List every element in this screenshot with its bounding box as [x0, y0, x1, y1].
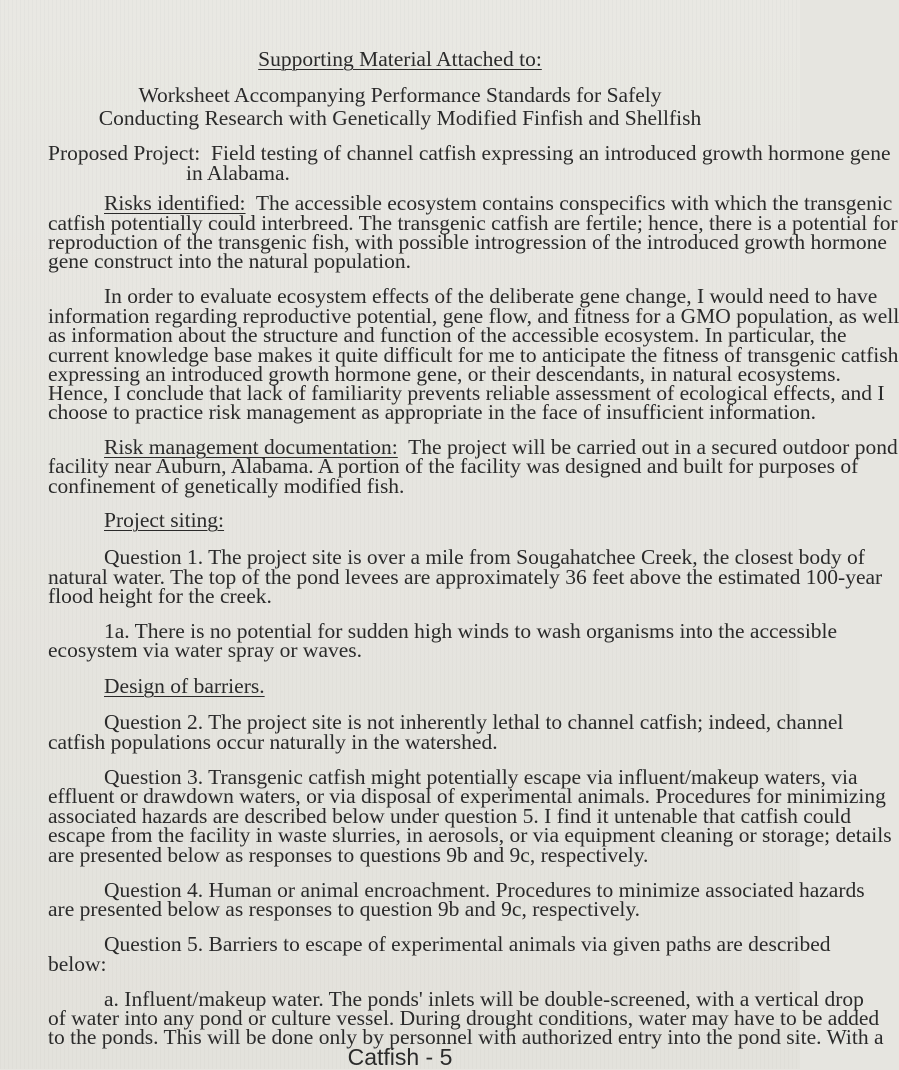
evaluate-text-4: current knowledge base makes it quite difficult for me to anticipate the fitness of transgenic catfish — [48, 343, 899, 367]
page-footer: Catfish - 5 — [347, 1044, 453, 1070]
evaluate-text-6: Hence, I conclude that lack of familiarity prevents reliable assessment of ecological effects, and I — [48, 381, 885, 405]
question-4-text-1: Question 4. Human or animal encroachment. Procedures to minimize associated hazards — [104, 878, 865, 902]
evaluate-text-3: as information about the structure and function of the accessible ecosystem. In particular, the — [48, 323, 847, 347]
question-1a-text-1: 1a. There is no potential for sudden high winds to wash organisms into the accessible — [104, 619, 838, 643]
question-5a-text-2: of water into any pond or culture vessel. During drought conditions, water may have to be added — [48, 1006, 880, 1030]
evaluate-text-5: expressing an introduced growth hormone gene, or their descendants, in natural ecosystems. — [48, 362, 841, 386]
evaluate-text-2: information regarding reproductive potential, gene flow, and fitness for a GMO population, as well — [48, 304, 899, 328]
risk-management-label: Risk management documentation: — [104, 435, 398, 459]
risks-text-3: reproduction of the transgenic fish, with possible introgression of the introduced growth hormone — [48, 230, 887, 254]
question-5-text-2: below: — [48, 952, 107, 976]
project-siting-heading: Project siting: — [104, 508, 225, 532]
worksheet-title-line-2: Conducting Research with Genetically Modified Finfish and Shellfish — [98, 106, 702, 130]
question-5a-text-3: to the ponds. This will be done only by personnel with authorized entry into the pond site. With a — [48, 1025, 884, 1049]
risks-text-1: The accessible ecosystem contains conspecifics with which the transgenic — [255, 191, 893, 215]
question-3-text-3: associated hazards are described below under question 5. I find it untenable that catfish could — [48, 804, 851, 828]
evaluate-text-1: In order to evaluate ecosystem effects of the deliberate gene change, I would need to have — [104, 284, 878, 308]
question-5a-text-1: a. Influent/makeup water. The ponds' inlets will be double-screened, with a vertical drop — [104, 987, 864, 1011]
question-2-text-2: catfish populations occur naturally in the watershed. — [48, 730, 498, 754]
question-3-text-2: effluent or drawdown waters, or via disposal of experimental animals. Procedures for minimizing — [48, 784, 886, 808]
question-1-text-1: Question 1. The project site is over a mile from Sougahatchee Creek, the closest body of — [104, 545, 865, 569]
risks-text-2: catfish potentially could interbreed. The transgenic catfish are fertile; hence, there is a potential for — [48, 211, 898, 235]
question-2-text-1: Question 2. The project site is not inherently lethal to channel catfish; indeed, channel — [104, 710, 844, 734]
question-1a-text-2: ecosystem via water spray or waves. — [48, 638, 363, 662]
question-1-text-2: natural water. The top of the pond levees are approximately 36 feet above the estimated 100-year — [48, 565, 883, 589]
risk-management-text-2: facility near Auburn, Alabama. A portion of the facility was designed and built for purposes of — [48, 454, 859, 478]
supporting-material-heading: Supporting Material Attached to: — [258, 47, 542, 71]
proposed-project-text-1: Field testing of channel catfish expressing an introduced growth hormone gene — [211, 141, 891, 165]
proposed-project-text-2: in Alabama. — [186, 161, 290, 185]
risks-text-4: gene construct into the natural population. — [48, 249, 412, 273]
proposed-project-paragraph — [48, 143, 891, 165]
worksheet-title-line-1: Worksheet Accompanying Performance Standards for Safely — [138, 83, 662, 107]
question-1-text-3: flood height for the creek. — [48, 584, 272, 608]
design-of-barriers-heading: Design of barriers. — [104, 674, 265, 698]
risk-management-text-1: The project will be carried out in a secured outdoor pond — [408, 435, 898, 459]
proposed-project-label: Proposed Project: — [48, 141, 201, 165]
question-4-text-2: are presented below as responses to question 9b and 9c, respectively. — [48, 897, 641, 921]
question-3-text-5: are presented below as responses to questions 9b and 9c, respectively. — [48, 843, 649, 867]
risks-identified-label: Risks identified: — [104, 191, 246, 215]
question-5-text-1: Question 5. Barriers to escape of experimental animals via given paths are described — [104, 932, 831, 956]
question-3-text-1: Question 3. Transgenic catfish might potentially escape via influent/makeup waters, via — [104, 765, 858, 789]
question-3-text-4: escape from the facility in waste slurries, in aerosols, or via equipment cleaning or storage; details — [48, 823, 892, 847]
risk-management-text-3: confinement of genetically modified fish. — [48, 474, 405, 498]
evaluate-text-7: choose to practice risk management as appropriate in the face of insufficient information. — [48, 400, 816, 424]
